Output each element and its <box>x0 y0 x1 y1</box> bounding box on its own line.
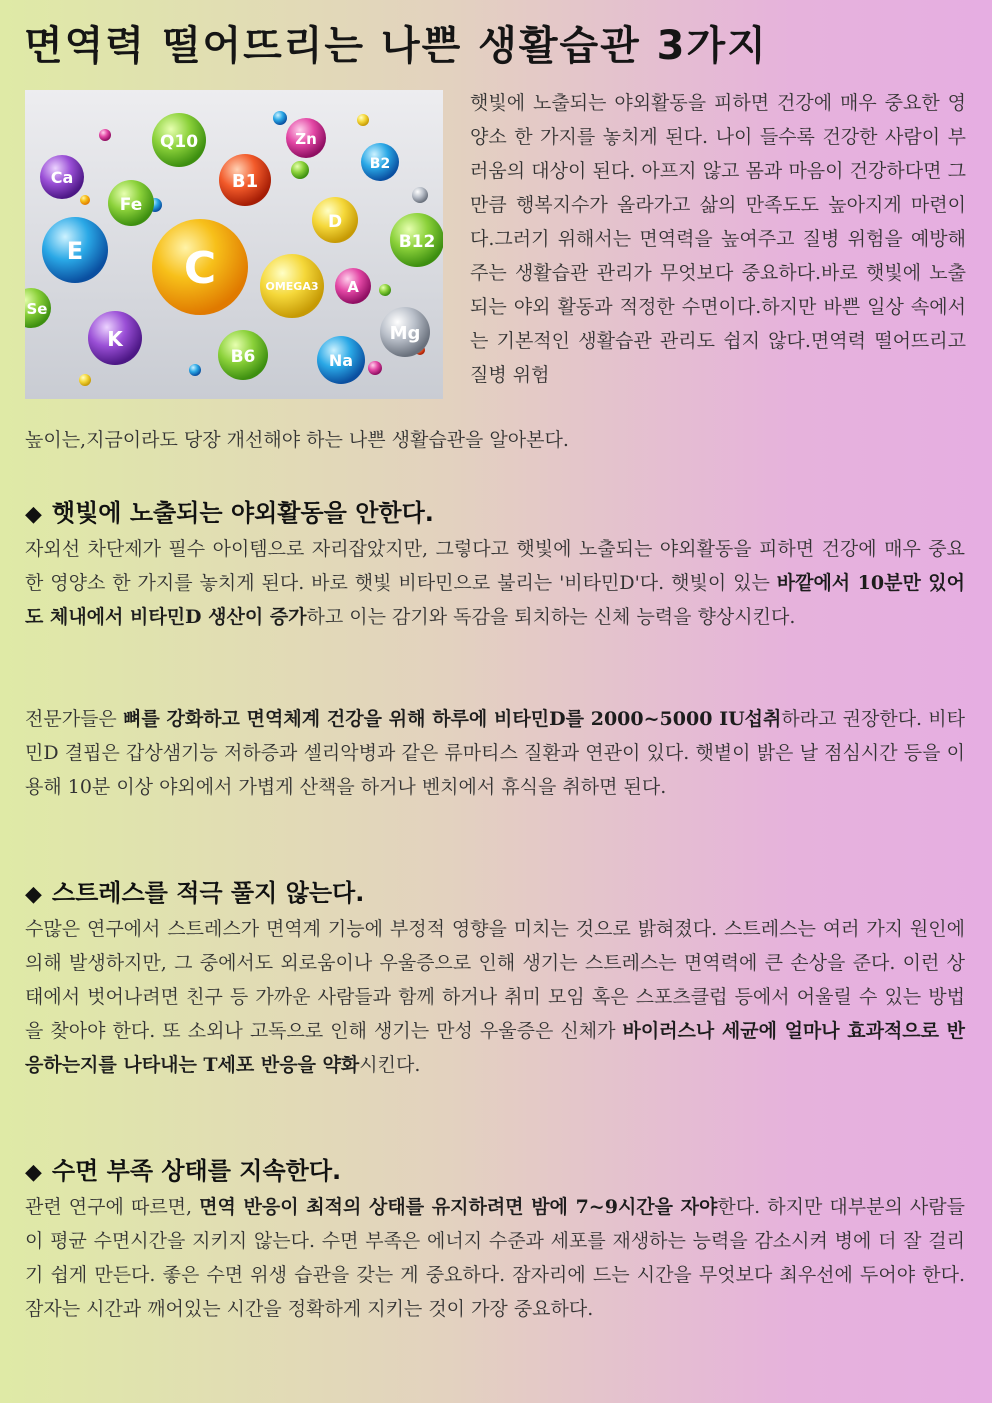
sphere-label: Fe <box>119 195 143 215</box>
paragraph-text: 전문가들은 <box>25 708 123 730</box>
section-heading-sleep <box>25 1151 341 1186</box>
section-heading-text: 햇빛에 노출되는 야외활동을 안한다. <box>51 499 434 527</box>
paragraph-highlight: 뼈를 강화하고 면역체계 건강을 위해 하루에 비타민D를 2000~5000 IU섭취 <box>122 708 782 730</box>
sphere-label: C <box>183 243 217 294</box>
paragraph-text: 하고 이는 감기와 독감을 퇴치하는 신체 능력을 향상시킨다. <box>306 606 796 628</box>
sphere-label: D <box>327 212 343 232</box>
paragraph-text: 자외선 차단제가 필수 아이템으로 자리잡았지만, 그렇다고 햇빛에 노출되는 야외활동을 피하면 건강에 매우 중요한 영양소 한 가지를 놓치게 된다. 바로 햇빛 비타민으로 불리는 '비타민D'다. 햇빛이 있는 <box>25 538 965 594</box>
intro-paragraph: 햇빛에 노출되는 야외활동을 피하면 건강에 매우 중요한 영양소 한 가지를 놓치게 된다. 나이 들수록 건강한 사람이 부러움의 대상이 된다. 아프지 않고 몸과 마음이 건강하다면 그만큼 행복지수가 올라가고 삶의 만족도도 높아지게 마련이다.그러기 위해서는 면역력을 높여주고 질병 위험을 예방해주는 생활습관 관리가 무엇보다 중요하다.바로 햇빛에 노출되는 야외 활동과 적정한 수면이다.하지만 바쁜 일상 속에서는 기본적인 생활습관 관리도 쉽지 않다.면역력 떨어뜨리고 질병 위험 <box>470 92 966 386</box>
paragraph-text: 시킨다. <box>359 1054 421 1076</box>
vitamin-spheres <box>25 113 443 384</box>
section-heading-text: 수면 부족 상태를 지속한다. <box>51 1157 342 1185</box>
section-paragraph <box>25 532 965 634</box>
sphere-label: K <box>107 327 123 351</box>
paragraph-text: 하라고 권장한다. 비타민D 결핍은 갑상샘기능 저하증과 셀리악병과 같은 류마티스 질환과 연관이 있다. 햇볕이 밝은 날 점심시간 등을 이용해 10분 이상 야외에서 가볍게 산책을 하거나 벤치에서 휴식을 취하면 된다. <box>25 708 965 798</box>
paragraph-highlight: 면역 반응이 최적의 상태를 유지하려면 밤에 7~9시간을 자야 <box>199 1196 718 1218</box>
sphere-label: A <box>347 278 359 296</box>
sphere-label: B1 <box>231 171 259 192</box>
diamond-bullet-icon: ◆ <box>25 502 42 527</box>
intro-paragraph-end: 높이는,지금이라도 당장 개선해야 하는 나쁜 생활습관을 알아본다. <box>25 429 569 451</box>
section-paragraph <box>25 912 965 1082</box>
section-heading-text: 스트레스를 적극 풀지 않는다. <box>51 879 365 907</box>
sphere-label: E <box>66 237 84 265</box>
diamond-bullet-icon: ◆ <box>25 1160 42 1185</box>
sphere-label: OMEGA3 <box>265 280 319 293</box>
vitamin-spheres-image <box>25 90 443 399</box>
section-heading-sunlight <box>25 493 434 528</box>
paragraph-text: 한다. 하지만 대부분의 사람들이 평균 수면시간을 지키지 않는다. 수면 부족은 에너지 수준과 세포를 재생하는 능력을 감소시켜 병에 더 잘 걸리기 쉽게 만든다. 좋은 수면 위생 습관을 갖는 게 중요하다. 잠자리에 드는 시간을 무엇보다 최우선에 두어야 한다. 잠자는 시간과 깨어있는 시간을 정확하게 지키는 것이 가장 중요하다. <box>25 1196 965 1320</box>
sphere-label: B2 <box>369 156 391 172</box>
section-paragraph <box>25 702 965 804</box>
paragraph-text: 관련 연구에 따르면, <box>25 1196 200 1218</box>
diamond-bullet-icon: ◆ <box>25 882 42 907</box>
sphere-label: Zn <box>295 130 317 148</box>
sphere-label: Se <box>26 300 48 318</box>
sphere-label: Mg <box>389 323 421 344</box>
sphere-label: Q10 <box>159 132 199 152</box>
page-title: 면역력 떨어뜨리는 나쁜 생활습관 3가지 <box>24 23 768 69</box>
paragraph-text: 수많은 연구에서 스트레스가 면역계 기능에 부정적 영향을 미치는 것으로 밝혀졌다. 스트레스는 여러 가지 원인에 의해 발생하지만, 그 중에서도 외로움이나 우울증으로 인해 생기는 스트레스는 면역력에 큰 손상을 준다. 이런 상태에서 벗어나려면 친구 등 가까운 사람들과 함께 하거나 취미 모임 혹은 스포츠클럽 등에서 어울릴 수 있는 방법을 찾아야 한다. 또 소외나 고독으로 인해 생기는 만성 우울증은 신체가 <box>25 918 965 1042</box>
sphere-label: B6 <box>230 347 256 367</box>
paragraph-highlight: 바깥에서 10분만 있어도 체내에서 비타민D 생산이 증가 <box>25 572 965 628</box>
sphere-label: B12 <box>398 232 436 252</box>
sphere-label: Ca <box>50 168 74 187</box>
section-paragraph <box>25 1190 965 1326</box>
section-heading-stress <box>25 873 364 908</box>
sphere-label: Na <box>328 351 354 370</box>
paragraph-highlight: 바이러스나 세균에 얼마나 효과적으로 반응하는지를 나타내는 T세포 반응을 약화 <box>25 1020 965 1076</box>
vitamin-spheres-svg <box>25 90 443 399</box>
